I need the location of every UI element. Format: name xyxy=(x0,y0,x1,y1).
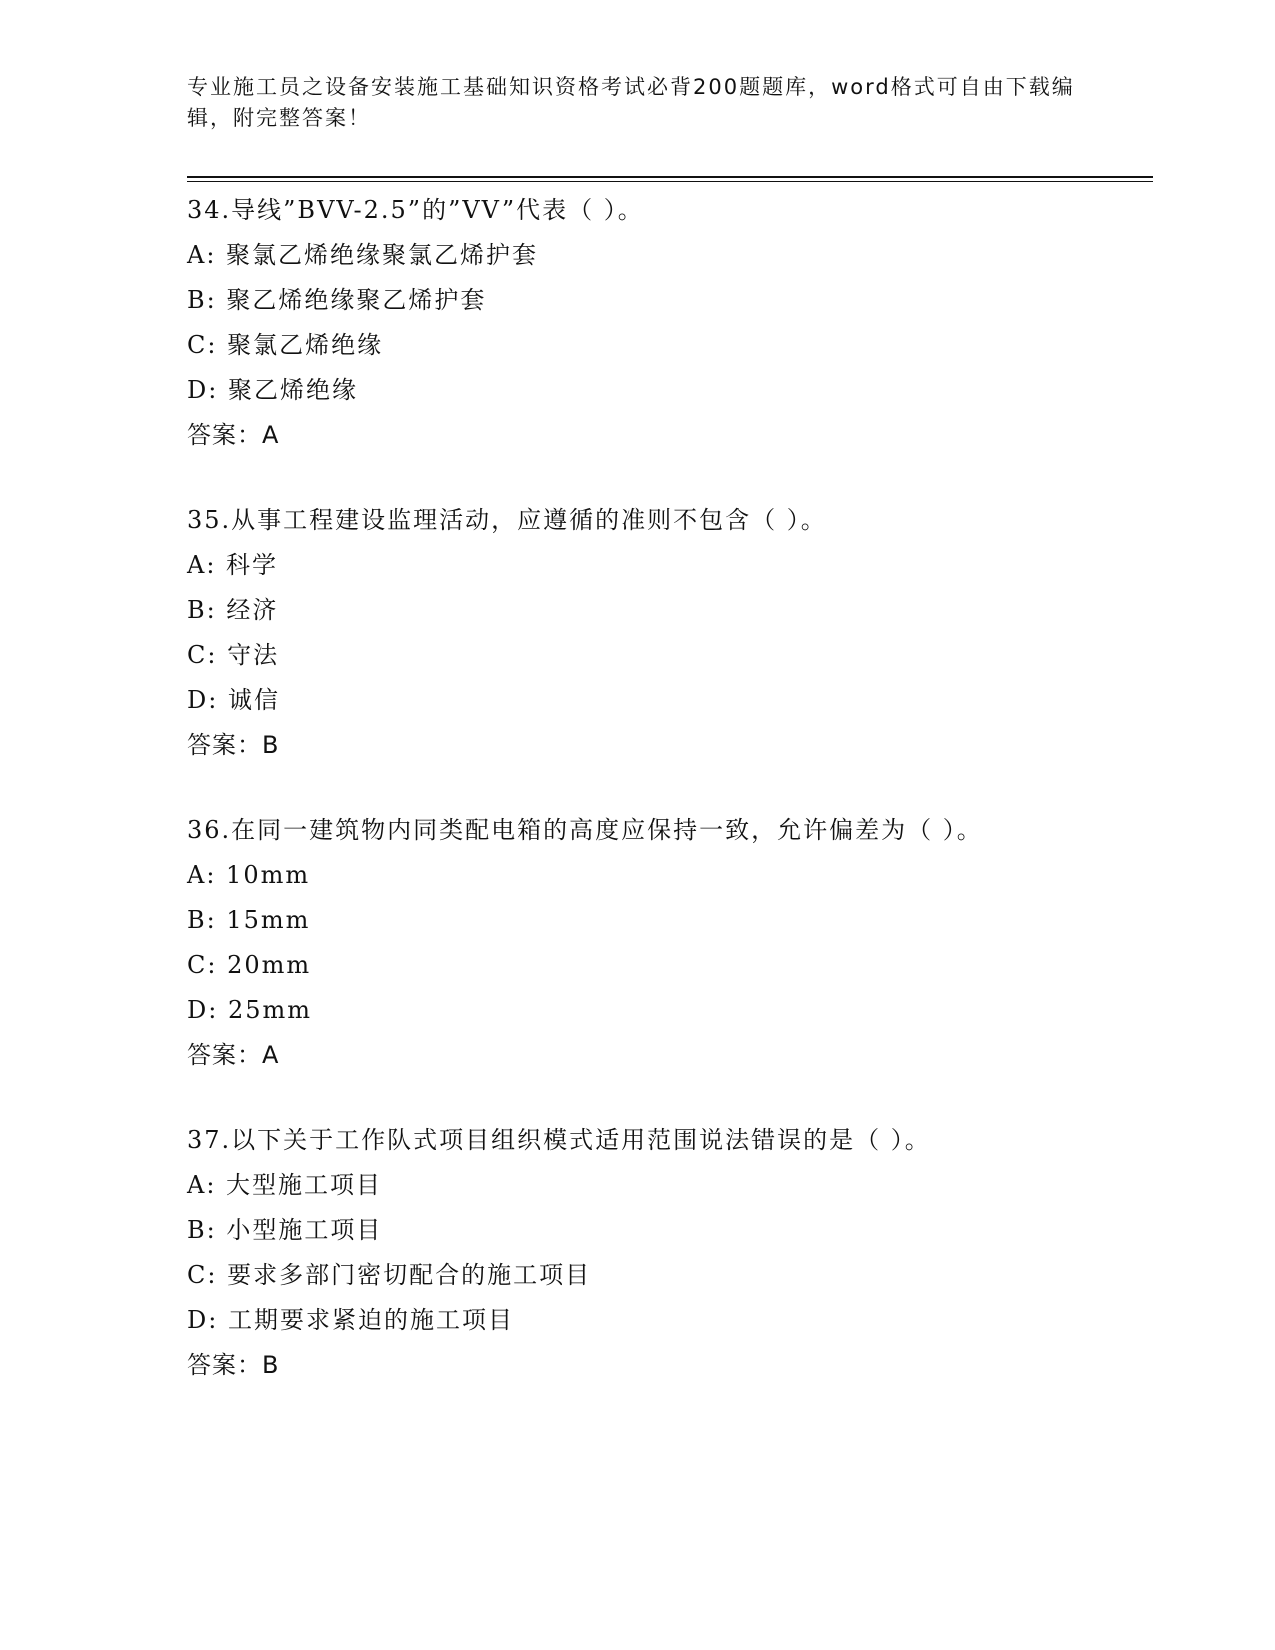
question-34 xyxy=(187,188,1067,458)
header-divider-thick xyxy=(187,176,1153,178)
option-d: D: 工期要求紧迫的施工项目 xyxy=(187,1306,514,1334)
option-b: B: 小型施工项目 xyxy=(187,1216,383,1244)
option-a: A: 大型施工项目 xyxy=(187,1171,383,1199)
answer-line xyxy=(187,413,1067,458)
option-c: C: 要求多部门密切配合的施工项目 xyxy=(187,1261,592,1289)
answer-line xyxy=(187,1033,1067,1078)
header-divider-thin xyxy=(187,181,1153,182)
option-b: B: 聚乙烯绝缘聚乙烯护套 xyxy=(187,286,487,314)
answer-label: 答案： xyxy=(187,1041,262,1069)
option-a: A: 科学 xyxy=(187,551,279,579)
option-c: C: 守法 xyxy=(187,641,280,669)
question-36 xyxy=(187,808,1067,1078)
document-header xyxy=(187,72,1087,134)
question-35 xyxy=(187,498,1067,768)
option-b: B: 经济 xyxy=(187,596,279,624)
answer-value: B xyxy=(262,1351,280,1379)
answer-line xyxy=(187,723,1067,768)
option-d: D: 25mm xyxy=(187,996,313,1024)
answer-label: 答案： xyxy=(187,421,262,449)
question-stem: 35.从事工程建设监理活动，应遵循的准则不包含（ ）。 xyxy=(187,506,827,534)
option-a: A: 10mm xyxy=(187,861,311,889)
answer-value: A xyxy=(262,1041,280,1069)
option-b: B: 15mm xyxy=(187,906,311,934)
document-title: 专业施工员之设备安装施工基础知识资格考试必背200题题库，word格式可自由下载编辑，附完整答案！ xyxy=(187,75,1075,130)
option-c: C: 20mm xyxy=(187,951,312,979)
answer-line xyxy=(187,1343,1067,1388)
option-c: C: 聚氯乙烯绝缘 xyxy=(187,331,384,359)
answer-label: 答案： xyxy=(187,731,262,759)
option-a: A: 聚氯乙烯绝缘聚氯乙烯护套 xyxy=(187,241,539,269)
question-stem: 36.在同一建筑物内同类配电箱的高度应保持一致，允许偏差为（ ）。 xyxy=(187,816,983,844)
question-37 xyxy=(187,1118,1067,1388)
answer-label: 答案： xyxy=(187,1351,262,1379)
option-d: D: 诚信 xyxy=(187,686,280,714)
answer-value: B xyxy=(262,731,280,759)
answer-value: A xyxy=(262,421,280,449)
question-stem: 34.导线”BVV-2.5”的”VV”代表（ ）。 xyxy=(187,196,644,224)
option-d: D: 聚乙烯绝缘 xyxy=(187,376,358,404)
question-list xyxy=(187,188,1067,1428)
question-stem: 37.以下关于工作队式项目组织模式适用范围说法错误的是（ ）。 xyxy=(187,1126,931,1154)
